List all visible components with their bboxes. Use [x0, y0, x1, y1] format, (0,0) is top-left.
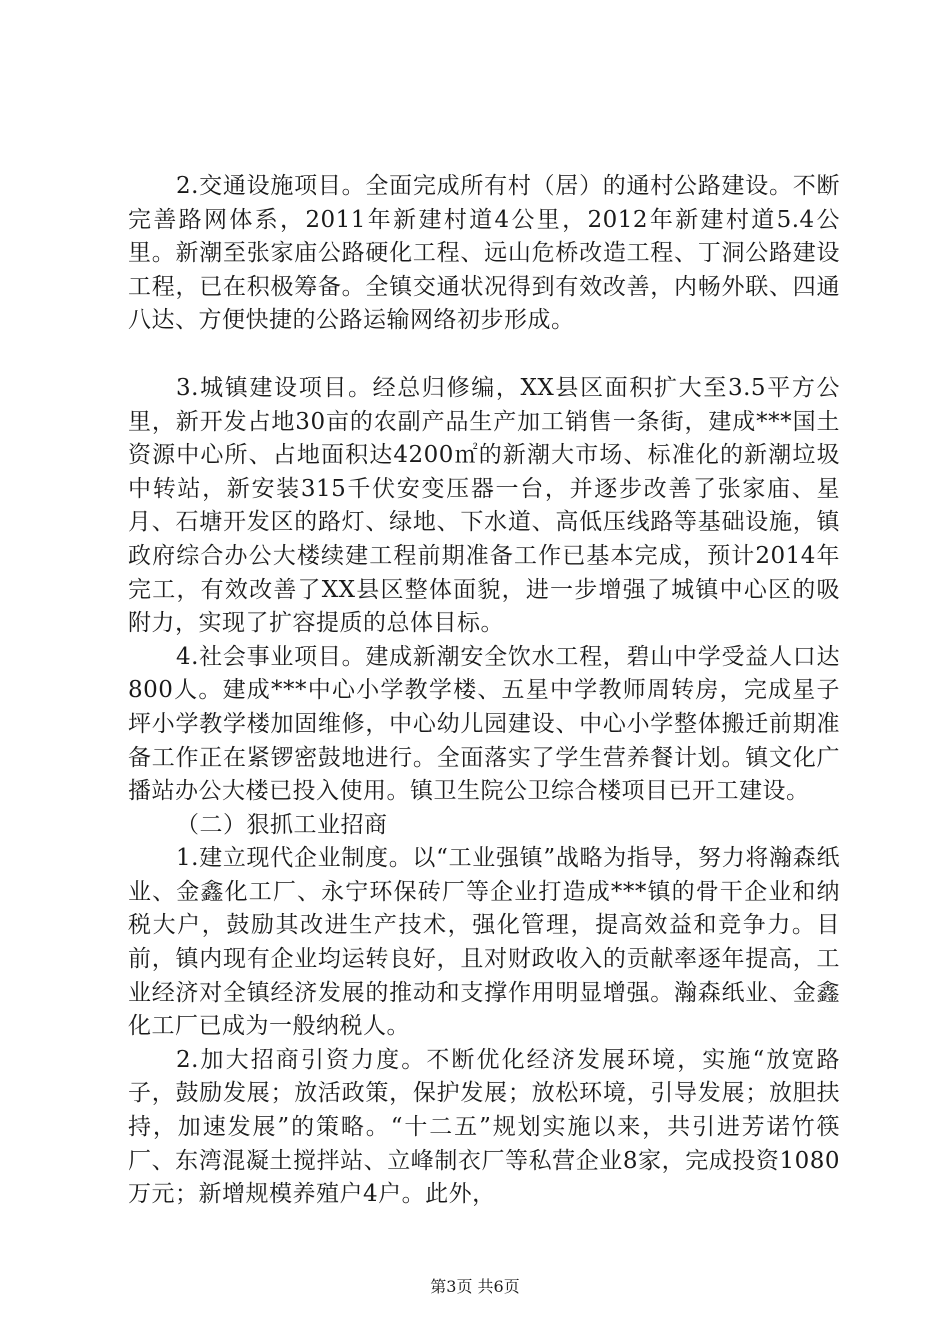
- paragraph-transport: 2.交通设施项目。全面完成所有村（居）的通村公路建设。不断完善路网体系，2011年新建村道4公里，2012年新建村道5.4公里。新潮至张家庙公路硬化工程、远山危桥改造工程、丁洞公路建设工程，已在积极筹备。全镇交通状况得到有效改善，内畅外联、四通八达、方便快捷的公路运输网络初步形成。: [128, 173, 840, 334]
- page-number-footer: 第3页 共6页: [430, 1277, 520, 1296]
- paragraph-enterprise-system: 1.建立现代企业制度。以“工业强镇”战略为指导，努力将瀚森纸业、金鑫化工厂、永宁环保砖厂等企业打造成***镇的骨干企业和纳税大户，鼓励其改进生产技术，强化管理，提高效益和竞争力。目前，镇内现有企业均运转良好，且对财政收入的贡献率逐年提高，工业经济对全镇经济发展的推动和支撑作用明显增强。瀚森纸业、金鑫化工厂已成为一般纳税人。: [128, 845, 840, 1040]
- paragraph-investment: 2.加大招商引资力度。不断优化经济发展环境，实施“放宽路子，鼓励发展；放活政策，保护发展；放松环境，引导发展；放胆扶持，加速发展”的策略。“十二五”规划实施以来，共引进芳诺竹筷厂、东湾混凝土搅拌站、立峰制衣厂等私营企业8家，完成投资1080万元；新增规模养殖户4户。此外，: [128, 1046, 840, 1208]
- paragraph-gap: [128, 338, 840, 372]
- section-heading-industry: （二）狠抓工业招商: [176, 811, 388, 838]
- paragraph-town-construction: 3.城镇建设项目。经总归修编，XX县区面积扩大至3.5平方公里，新开发占地30亩的农副产品生产加工销售一条街，建成***国土资源中心所、占地面积达4200㎡的新潮大市场、标准化的新潮垃圾中转站，新安装315千伏安变压器一台，并逐步改善了张家庙、星月、石塘开发区的路灯、绿地、下水道、高低压线路等基础设施，镇政府综合办公大楼续建工程前期准备工作已基本完成，预计2014年完工，有效改善了XX县区整体面貌，进一步增强了城镇中心区的吸附力，实现了扩容提质的总体目标。: [128, 374, 840, 637]
- paragraph-social-projects: 4.社会事业项目。建成新潮安全饮水工程，碧山中学受益人口达800人。建成***中心小学教学楼、五星中学教师周转房，完成星子坪小学教学楼加固维修，中心幼儿园建设、中心小学整体搬迁前期准备工作正在紧锣密鼓地进行。全面落实了学生营养餐计划。镇文化广播站办公大楼已投入使用。镇卫生院公卫综合楼项目已开工建设。: [128, 643, 840, 805]
- document-body: [128, 170, 840, 1212]
